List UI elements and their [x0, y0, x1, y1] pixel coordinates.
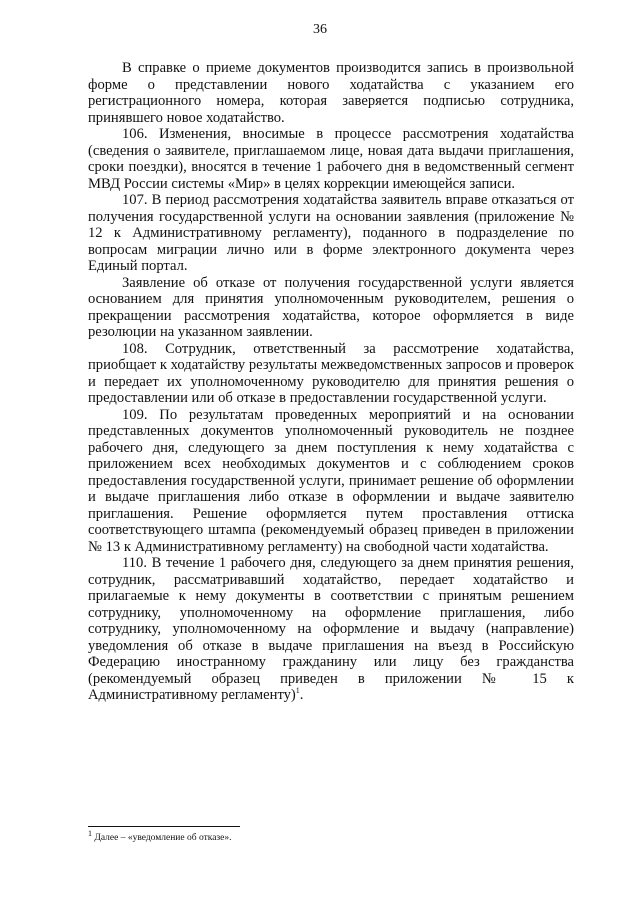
- paragraph-107-refusal: Заявление об отказе от получения государственной услуги является основанием для принятия уполномоченным руководителем, решения о прекращении рассмотрения ходатайства, которое оформляется в виде резолюции на указанном заявлении.: [88, 274, 574, 340]
- paragraph-107: 107. В период рассмотрения ходатайства заявитель вправе отказаться от получения государственной услуги на основании заявления (приложение № 12 к Административному регламенту), поданного в подразделение по вопросам миграции лично или в форме электронного документа через Единый портал.: [88, 192, 574, 274]
- paragraph-intro: В справке о приеме документов производится запись в произвольной форме о представлении нового ходатайства с указанием его регистрационного номера, которая заверяется подписью сотрудника, принявшего новое ходатайство.: [88, 60, 574, 126]
- footnote-number: 1: [88, 828, 92, 838]
- footnote-divider: [88, 826, 240, 827]
- paragraph-108: 108. Сотрудник, ответственный за рассмотрение ходатайства, приобщает к ходатайству результаты межведомственных запросов и проверок и передает их уполномоченному руководителю для принятия решения о предоставлении или об отказе в предоставлении государственной услуги.: [88, 340, 574, 406]
- body-text: [88, 60, 574, 704]
- paragraph-110-text: 110. В течение 1 рабочего дня, следующего за днем принятия решения, сотрудник, рассматривавший ходатайство, передает ходатайство и прилагаемые к нему документы в соответствии с принятым решением сотруднику, уполномоченному на оформление приглашения, либо сотруднику, уполномоченному на оформление и выдачу (направление) уведомления об отказе в выдаче приглашения на въезд в Российскую Федерацию иностранному гражданину или лицу без гражданства (рекомендуемый образец приведен в приложении № 15 к Административному регламенту): [88, 555, 574, 703]
- paragraph-106: 106. Изменения, вносимые в процессе рассмотрения ходатайства (сведения о заявителе, приглашаемом лице, новая дата выдачи приглашения, сроки поездки), вносятся в течение 1 рабочего дня в ведомственный сегмент МВД России системы «Мир» в целях коррекции имеющейся записи.: [88, 126, 574, 192]
- paragraph-109: 109. По результатам проведенных мероприятий и на основании представленных документов уполномоченный руководитель не позднее рабочего дня, следующего за днем поступления к нему ходатайства с приложением всех необходимых документов и с соблюдением сроков предоставления государственной услуги, принимает решение об оформлении и выдаче приглашения либо отказе в оформлении и выдаче заявителю приглашения. Решение оформляется путем проставления оттиска соответствующего штампа (рекомендуемый образец приведен в приложении № 13 к Административному регламенту) на свободной части ходатайства.: [88, 406, 574, 555]
- footnote-text: Далее – «уведомление об отказе».: [94, 833, 232, 843]
- page-number: 36: [313, 22, 327, 37]
- footnote: [88, 828, 232, 844]
- footnote-marker: 1: [295, 686, 300, 696]
- paragraph-110: 110. В течение 1 рабочего дня, следующего за днем принятия решения, сотрудник, рассматривавший ходатайство, передает ходатайство и прилагаемые к нему документы в соответствии с принятым решением сотруднику, уполномоченному на оформление приглашения, либо сотруднику, уполномоченному на оформление и выдачу (направление) уведомления об отказе в выдаче приглашения на въезд в Российскую Федерацию иностранному гражданину или лицу без гражданства (рекомендуемый образец приведен в приложении № 15 к Административному регламенту)$^1$.: [88, 555, 574, 703]
